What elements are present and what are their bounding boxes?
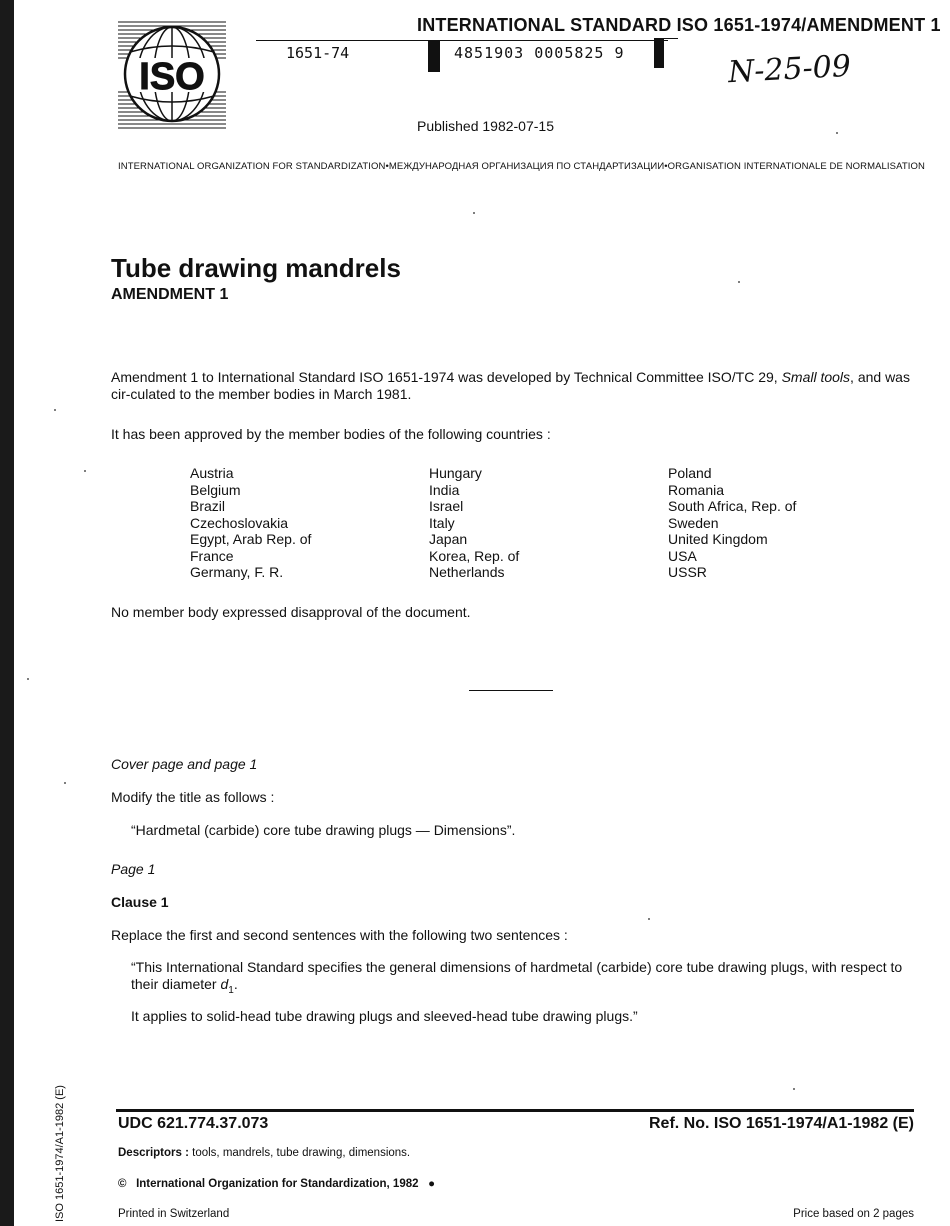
scan-speck <box>54 409 56 411</box>
country-item: Italy <box>429 514 455 531</box>
clause-heading: Clause 1 <box>111 894 169 910</box>
country-item: Brazil <box>190 498 226 514</box>
country-item: Egypt, Arab Rep. of <box>190 531 312 547</box>
country-column-2 <box>429 465 519 581</box>
cover-page-heading: Cover page and page 1 <box>111 756 258 772</box>
country-column-1 <box>190 465 311 581</box>
catalog-code: 1651-74 <box>286 44 350 62</box>
document-subtitle: AMENDMENT 1 <box>111 286 229 303</box>
footer-rule <box>116 1109 914 1112</box>
country-item: Israel <box>429 498 464 514</box>
scan-speck <box>793 1088 795 1090</box>
country-item: France <box>190 547 234 564</box>
descriptors-label: Descriptors : <box>118 1147 189 1159</box>
country-item: Belgium <box>190 481 241 498</box>
barcode-bar-left <box>428 40 440 72</box>
country-item: Japan <box>429 531 468 547</box>
iso-logo-lettering: ISO <box>139 56 205 98</box>
copyright-symbol: © <box>118 1178 127 1190</box>
reference-number: Ref. No. ISO 1651-1974/A1-1982 (E) <box>648 1115 914 1132</box>
diameter-subscript: 1 <box>228 984 234 996</box>
standard-identifier: INTERNATIONAL STANDARD ISO 1651-1974/AMENDMENT 1 <box>417 15 941 35</box>
quote-text: “This International Standard specifies the general dimensions of hardmetal (carbide) core tube drawing plugs, with respect to their diameter <box>131 959 903 992</box>
descriptors-text: tools, mandrels, tube drawing, dimensions. <box>188 1147 411 1159</box>
country-item: Romania <box>668 481 725 498</box>
country-item: Germany, F. R. <box>190 564 284 580</box>
country-item: USSR <box>668 564 707 580</box>
committee-name: Small tools <box>781 369 851 385</box>
scan-speck <box>84 470 86 472</box>
copyright-line <box>118 1178 435 1190</box>
udc-number: UDC 621.774.37.073 <box>118 1115 269 1132</box>
side-identifier: ISO 1651-1974/A1-1982 (E) <box>54 1085 66 1222</box>
country-item: Czechoslovakia <box>190 514 289 531</box>
barcode-bar-right <box>654 38 664 68</box>
intro-text-end: , and was cir-culated to the member bodies in March 1981. <box>111 369 910 402</box>
scan-speck <box>836 132 838 134</box>
section-divider <box>469 690 553 691</box>
replacement-sentence-2: It applies to solid-head tube drawing plugs and sleeved-head tube drawing plugs.” <box>131 1008 638 1024</box>
copyright-text: International Organization for Standardization, 1982 <box>136 1178 419 1190</box>
country-item: Poland <box>668 465 712 481</box>
scan-speck <box>648 918 650 920</box>
scan-edge-shadow <box>0 0 14 1226</box>
diameter-variable: d <box>220 976 229 992</box>
country-item: Korea, Rep. of <box>429 547 520 564</box>
country-column-3 <box>668 465 796 581</box>
printed-location: Printed in Switzerland <box>118 1208 230 1220</box>
country-item: Netherlands <box>429 564 505 580</box>
bullet-icon: ● <box>428 1178 436 1190</box>
iso-logo <box>116 18 228 132</box>
country-item: Austria <box>190 465 234 481</box>
country-item: Hungary <box>429 465 482 481</box>
header-rule <box>256 40 668 41</box>
replace-instruction: Replace the first and second sentences with the following two sentences : <box>111 927 568 943</box>
approval-statement: It has been approved by the member bodies of the following countries : <box>111 426 551 442</box>
handwritten-note: N-25-09 <box>727 48 852 91</box>
scan-speck <box>27 678 29 680</box>
quote-end: . <box>233 976 238 992</box>
scan-speck <box>738 281 740 283</box>
intro-text-start: Amendment 1 to International Standard ISO 1651-1974 was developed by Technical Committee ISO/TC 29, <box>111 369 782 385</box>
page-heading: Page 1 <box>111 861 156 877</box>
intro-paragraph <box>111 369 911 403</box>
country-item: Sweden <box>668 514 719 531</box>
country-item: USA <box>668 547 697 564</box>
organization-line: INTERNATIONAL ORGANIZATION FOR STANDARDIZATION•МЕЖДУНАРОДНАЯ ОРГАНИЗАЦИЯ ПО СТАНДАРТИЗАЦИИ•ORGANISATION INTERNATIONALE DE NORMALISATION <box>118 161 925 172</box>
barcode-bar-tick <box>664 38 678 39</box>
modify-instruction: Modify the title as follows : <box>111 789 275 805</box>
country-item: South Africa, Rep. of <box>668 498 797 514</box>
country-item: United Kingdom <box>668 531 768 547</box>
country-item: India <box>429 481 460 498</box>
replacement-sentence-1 <box>131 959 921 999</box>
no-disapproval-note: No member body expressed disapproval of the document. <box>111 604 471 620</box>
barcode-number: 4851903 0005825 9 <box>454 44 625 62</box>
scan-speck <box>473 212 475 214</box>
document-title: Tube drawing mandrels <box>111 253 401 283</box>
published-date: Published 1982-07-15 <box>417 118 554 134</box>
price-note: Price based on 2 pages <box>793 1208 914 1220</box>
descriptors <box>118 1147 410 1159</box>
scan-speck <box>64 782 66 784</box>
new-title-quote: “Hardmetal (carbide) core tube drawing plugs — Dimensions”. <box>131 822 516 838</box>
